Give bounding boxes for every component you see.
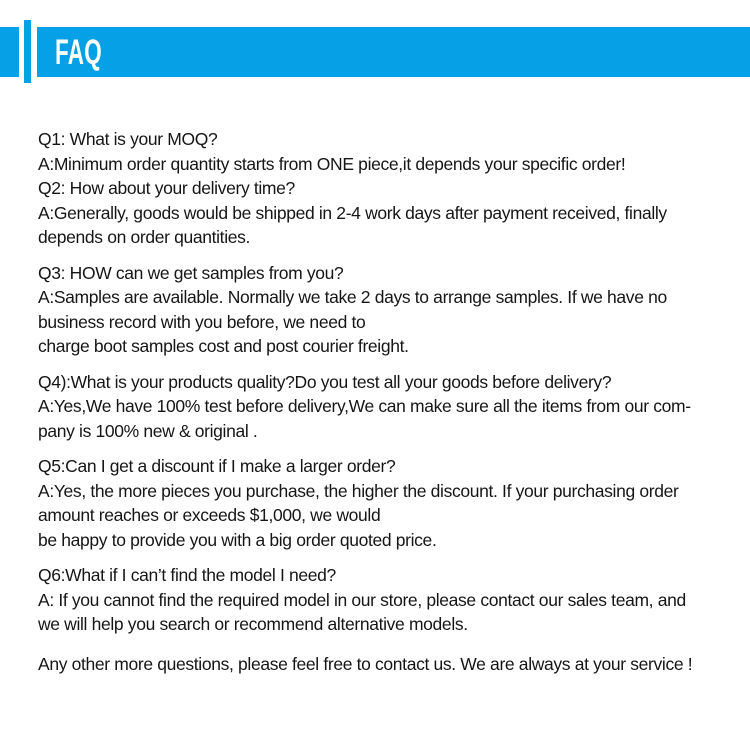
qa-line: A:Minimum order quantity starts from ONE piece,it depends your specific order! bbox=[38, 153, 626, 174]
qa-line: A:Generally, goods would be shipped in 2-4 work days after payment received, finally bbox=[38, 202, 667, 223]
page-title: FAQ bbox=[55, 32, 103, 72]
qa-line: Q3: HOW can we get samples from you? bbox=[38, 262, 344, 283]
qa-line: A:Samples are available. Normally we take 2 days to arrange samples. If we have no bbox=[38, 287, 667, 307]
header-accent-stripe bbox=[24, 20, 31, 83]
qa-block-q3 bbox=[38, 261, 730, 359]
header-banner bbox=[0, 0, 750, 90]
qa-line: Q1: What is your MOQ? bbox=[38, 129, 218, 149]
qa-line: A: If you cannot find the required model in our store, please contact our sales team, and bbox=[38, 589, 686, 610]
qa-line: Q4):What is your products quality?Do you test all your goods before delivery? bbox=[38, 371, 612, 392]
faq-content bbox=[38, 127, 730, 676]
qa-line: we will help you search or recommend alternative models. bbox=[38, 614, 468, 634]
header-accent-block bbox=[0, 27, 19, 77]
qa-line: A:Yes,We have 100% test before delivery,We can make sure all the items from our com- bbox=[38, 396, 691, 416]
qa-line: A:Yes, the more pieces you purchase, the higher the discount. If your purchasing order bbox=[38, 480, 679, 501]
qa-line: business record with you before, we need to bbox=[38, 311, 366, 332]
qa-line: Q5:Can I get a discount if I make a larger order? bbox=[38, 456, 396, 476]
qa-block-q5 bbox=[38, 454, 730, 552]
qa-block-q1-q2 bbox=[38, 127, 730, 250]
qa-line: charge boot samples cost and post courier freight. bbox=[38, 336, 409, 356]
qa-line: depends on order quantities. bbox=[38, 227, 251, 247]
header-title-bar bbox=[37, 27, 750, 77]
qa-line: Q2: How about your delivery time? bbox=[38, 178, 295, 198]
closing-line: Any other more questions, please feel free to contact us. We are always at your service ! bbox=[38, 653, 693, 674]
qa-block-q4 bbox=[38, 370, 730, 444]
qa-line: be happy to provide you with a big order quoted price. bbox=[38, 529, 437, 550]
qa-line: Q6:What if I can’t find the model I need? bbox=[38, 565, 336, 585]
qa-block-q6 bbox=[38, 563, 730, 637]
qa-line: pany is 100% new & original . bbox=[38, 420, 258, 441]
qa-line: amount reaches or exceeds $1,000, we would bbox=[38, 505, 381, 525]
